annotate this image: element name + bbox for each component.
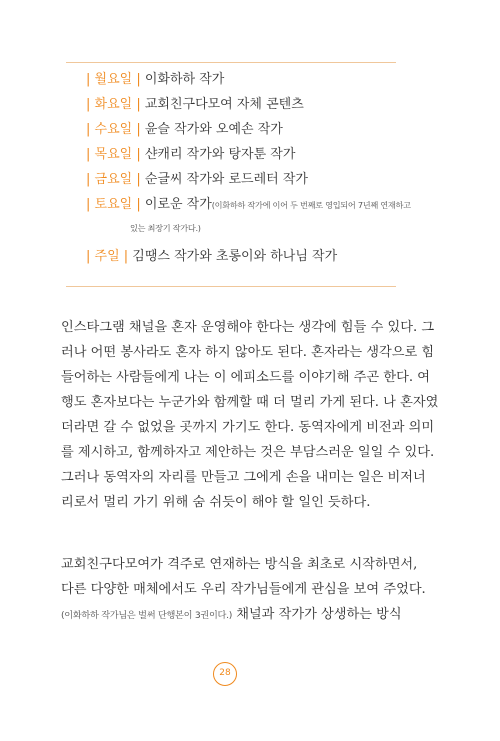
author-note-continued: 있는 최장기 작가다.) (130, 223, 201, 233)
author-names: 샨캐리 작가와 탕자툰 작가 (140, 147, 296, 162)
schedule-row-friday (86, 172, 308, 188)
day-label: | 월요일 | (86, 72, 141, 87)
text-line-with-note (61, 603, 402, 622)
bottom-divider (66, 286, 396, 287)
day-label: | 토요일 | (86, 197, 141, 212)
top-divider (66, 62, 396, 63)
schedule-row-tuesday (86, 97, 304, 113)
text-line: 행도 혼자보다는 누군가와 함께할 때 더 멀리 가게 된다. 나 혼자였 (61, 395, 439, 410)
author-note: (이화하하 작가에 이어 두 번째로 영입되어 7년째 연재하고 (211, 200, 411, 210)
day-label: | 금요일 | (86, 172, 141, 187)
day-label: | 화요일 | (86, 97, 141, 112)
text-line: 더라면 갈 수 없었을 곳까지 가기도 한다. 동역자에게 비전과 의미 (61, 420, 435, 435)
schedule-row-saturday (86, 197, 411, 213)
text-line: 를 제시하고, 함께하자고 제안하는 것은 부담스러운 일일 수 있다. (61, 445, 435, 460)
text-line: 그러나 동역자의 자리를 만들고 그에게 손을 내미는 일은 비저너 (61, 470, 426, 485)
parenthetical-note: (이화하하 작가님은 벌써 단행본이 3권이다.) (61, 610, 232, 621)
text-line: 들어하는 사람들에게 나는 이 에피소드를 이야기해 주곤 한다. 여 (61, 370, 430, 385)
schedule-row-monday (86, 72, 224, 88)
page-number: 28 (213, 662, 237, 686)
author-names: 김땡스 작가와 초롱이와 하나님 작가 (128, 249, 338, 264)
text-line: 리로서 멀리 가기 위해 숨 쉬듯이 해야 할 일인 듯하다. (61, 495, 371, 510)
author-names: 교회친구다모여 자체 콘텐츠 (140, 97, 304, 112)
author-names: 이로운 작가 (140, 197, 212, 212)
text-line: 인스타그램 채널을 혼자 운영해야 한다는 생각에 힘들 수 있다. 그 (61, 320, 435, 335)
text-line: 러나 어떤 봉사라도 혼자 하지 않아도 된다. 혼자라는 생각으로 힘 (61, 345, 435, 360)
schedule-row-wednesday (86, 122, 283, 138)
schedule-row-thursday (86, 147, 295, 163)
text-line: 교회친구다모여가 격주로 연재하는 방식을 최초로 시작하면서, (61, 557, 418, 572)
text-fragment: 채널과 작가가 상생하는 방식 (232, 607, 402, 622)
text-line: 다른 다양한 매체에서도 우리 작가님들에게 관심을 보여 주었다. (61, 582, 426, 597)
day-label: | 주일 | (86, 249, 129, 264)
author-names: 이화하하 작가 (140, 72, 225, 87)
author-names: 윤슬 작가와 오예손 작가 (140, 122, 283, 137)
day-label: | 수요일 | (86, 122, 141, 137)
day-label: | 목요일 | (86, 147, 141, 162)
schedule-row-sunday (86, 249, 337, 265)
author-names: 순글씨 작가와 로드레터 작가 (140, 172, 308, 187)
